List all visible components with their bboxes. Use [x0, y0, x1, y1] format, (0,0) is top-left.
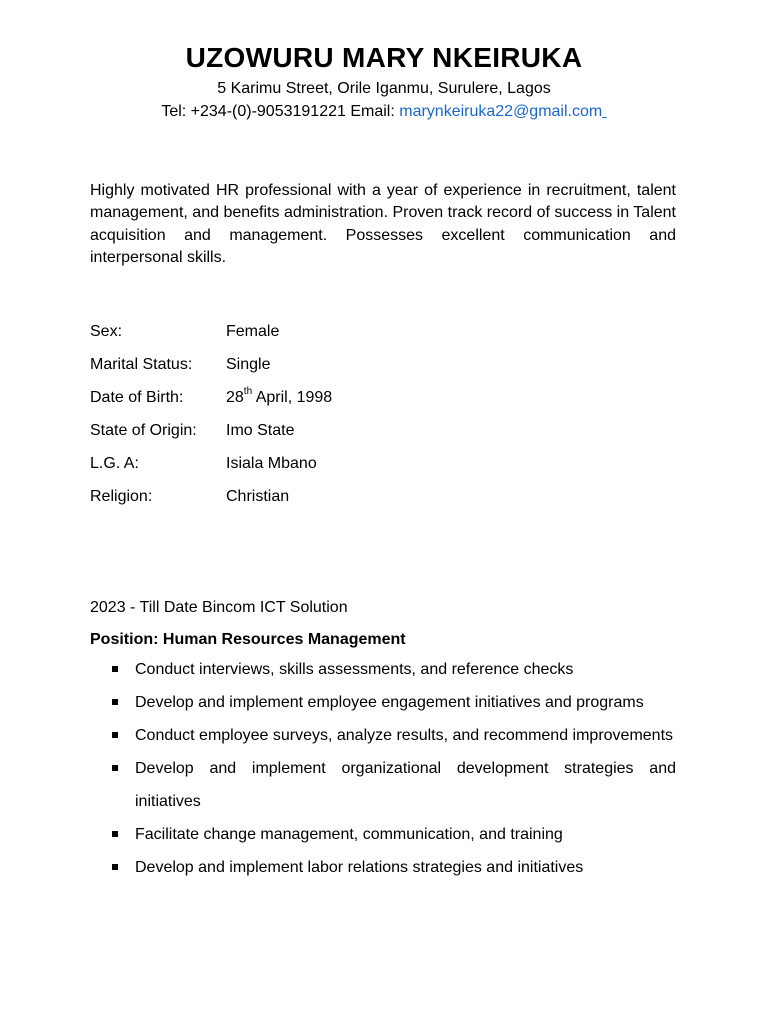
dob-ordinal-suffix: th [243, 386, 253, 397]
info-value-dob [226, 386, 333, 407]
info-row-religion [90, 488, 676, 510]
duty-text: Develop and implement organizational development strategies and initiatives [135, 760, 676, 810]
info-value: Imo State [226, 422, 295, 439]
list-item [90, 851, 676, 884]
list-item [90, 653, 676, 686]
email-link-underline [602, 103, 606, 120]
info-label: Sex: [90, 323, 123, 340]
dob-month-year: April, 1998 [252, 389, 333, 406]
applicant-name: UZOWURU MARY NKEIRUKA [185, 42, 583, 73]
duty-text: Facilitate change management, communication, and training [135, 826, 563, 843]
duties-list [90, 653, 676, 884]
job-date-company: 2023 - Till Date Bincom ICT Solution [90, 599, 348, 616]
duty-text: Conduct interviews, skills assessments, and reference checks [135, 661, 574, 678]
square-bullet-icon [112, 699, 118, 705]
info-label: Date of Birth: [90, 389, 184, 406]
info-row-lga [90, 455, 676, 477]
list-item [90, 686, 676, 719]
info-label: State of Origin: [90, 422, 197, 439]
duty-text: Conduct employee surveys, analyze results, and recommend improvements [135, 727, 674, 744]
list-item [90, 719, 676, 752]
phone-text: Tel: +234-(0)-9053191221 Email: [161, 103, 400, 120]
info-value: Christian [226, 488, 290, 505]
list-item [90, 818, 676, 851]
info-row-date-of-birth [90, 386, 676, 411]
square-bullet-icon [112, 831, 118, 837]
dob-day: 28 [226, 389, 244, 406]
email-link[interactable]: marynkeiruka22@gmail.com [399, 103, 603, 120]
contact-line [0, 103, 768, 121]
info-value: Female [226, 323, 280, 340]
duty-text: Develop and implement labor relations strategies and initiatives [135, 859, 584, 876]
info-row-marital-status [90, 356, 676, 378]
list-item [90, 752, 676, 818]
info-value: Isiala Mbano [226, 455, 317, 472]
info-label: L.G. A: [90, 455, 139, 472]
profile-summary: Highly motivated HR professional with a year of experience in recruitment, talent management, and benefits administration. Proven track record of success in Talent acquisition and management. Possesses excellent communication and interpersonal skills. [90, 182, 676, 266]
info-row-sex [90, 323, 676, 345]
info-label: Marital Status: [90, 356, 193, 373]
square-bullet-icon [112, 864, 118, 870]
info-label: Religion: [90, 488, 153, 505]
address-line: 5 Karimu Street, Orile Iganmu, Surulere, Lagos [217, 80, 551, 97]
square-bullet-icon [112, 732, 118, 738]
job-position: Position: Human Resources Management [90, 631, 406, 648]
info-value: Single [226, 356, 271, 373]
square-bullet-icon [112, 666, 118, 672]
info-row-state-of-origin [90, 422, 676, 444]
duty-text: Develop and implement employee engagement initiatives and programs [135, 694, 644, 711]
square-bullet-icon [112, 765, 118, 771]
